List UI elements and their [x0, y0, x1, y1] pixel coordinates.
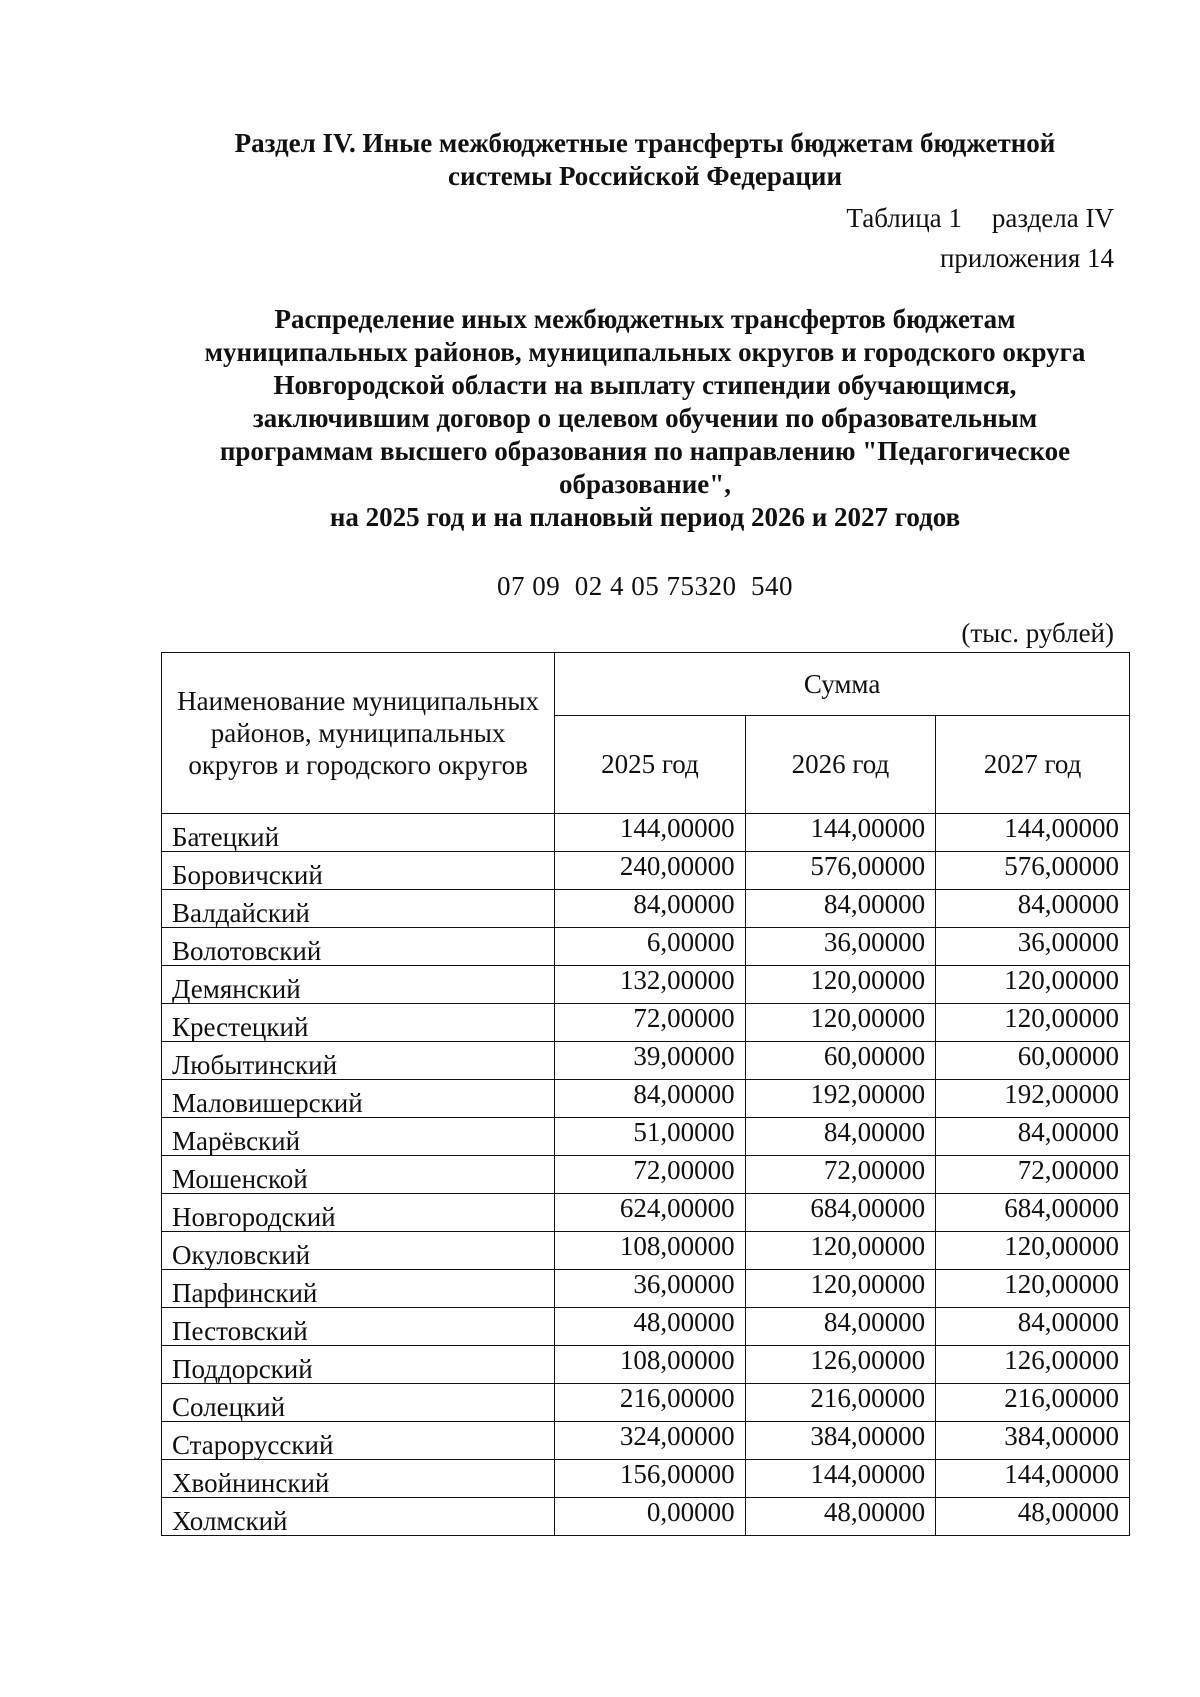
table-row	[162, 1232, 1130, 1270]
amount-2025: 144,00000	[555, 814, 745, 852]
header-year-2025: 2025 год	[555, 716, 745, 814]
amount-2026: 144,00000	[745, 1460, 935, 1498]
municipality-name: Холмский	[162, 1498, 555, 1536]
amount-2026: 126,00000	[745, 1346, 935, 1384]
amount-2025: 108,00000	[555, 1232, 745, 1270]
table-row	[162, 814, 1130, 852]
amount-2025: 48,00000	[555, 1308, 745, 1346]
amount-2027: 126,00000	[936, 1346, 1130, 1384]
amount-2025: 36,00000	[555, 1270, 745, 1308]
amount-2027: 84,00000	[936, 1118, 1130, 1156]
amount-2025: 156,00000	[555, 1460, 745, 1498]
municipality-name: Маловишерский	[162, 1080, 555, 1118]
amount-2026: 576,00000	[745, 852, 935, 890]
amount-2025: 0,00000	[555, 1498, 745, 1536]
amount-2026: 120,00000	[745, 966, 935, 1004]
table-row	[162, 1042, 1130, 1080]
amount-2025: 84,00000	[555, 1080, 745, 1118]
municipality-name: Мошенской	[162, 1156, 555, 1194]
table-row	[162, 1346, 1130, 1384]
amount-2025: 6,00000	[555, 928, 745, 966]
amount-2026: 684,00000	[745, 1194, 935, 1232]
table-row	[162, 1270, 1130, 1308]
amount-2026: 84,00000	[745, 890, 935, 928]
amount-2025: 240,00000	[555, 852, 745, 890]
amount-2026: 60,00000	[745, 1042, 935, 1080]
section-title-line: Раздел IV. Иные межбюджетные трансферты бюджетам бюджетной	[234, 128, 1056, 158]
table-row	[162, 1194, 1130, 1232]
transfers-table	[161, 652, 1130, 1536]
amount-2026: 84,00000	[745, 1118, 935, 1156]
amount-2026: 48,00000	[745, 1498, 935, 1536]
municipality-name: Батецкий	[162, 814, 555, 852]
amount-2026: 36,00000	[745, 928, 935, 966]
municipality-name: Окуловский	[162, 1232, 555, 1270]
table-reference	[846, 198, 1114, 278]
amount-2027: 684,00000	[936, 1194, 1130, 1232]
amount-2027: 84,00000	[936, 890, 1130, 928]
municipality-name: Крестецкий	[162, 1004, 555, 1042]
table-number: Таблица 1	[846, 203, 962, 233]
amount-2027: 60,00000	[936, 1042, 1130, 1080]
amount-2027: 144,00000	[936, 1460, 1130, 1498]
amount-2027: 192,00000	[936, 1080, 1130, 1118]
amount-2026: 120,00000	[745, 1270, 935, 1308]
municipality-name: Поддорский	[162, 1346, 555, 1384]
table-row	[162, 928, 1130, 966]
amount-2026: 144,00000	[745, 814, 935, 852]
document-title	[150, 303, 1140, 534]
municipality-name: Любытинский	[162, 1042, 555, 1080]
table-row	[162, 852, 1130, 890]
appendix-reference: приложения 14	[939, 243, 1114, 273]
municipality-name: Демянский	[162, 966, 555, 1004]
municipality-name: Парфинский	[162, 1270, 555, 1308]
amount-2025: 84,00000	[555, 890, 745, 928]
amount-2027: 120,00000	[936, 1270, 1130, 1308]
header-municipality: Наименование муниципальных районов, муниципальных округов и городского округов	[162, 653, 555, 814]
table-row	[162, 966, 1130, 1004]
amount-2027: 36,00000	[936, 928, 1130, 966]
amount-2025: 324,00000	[555, 1422, 745, 1460]
table-row	[162, 1080, 1130, 1118]
amount-2025: 72,00000	[555, 1156, 745, 1194]
amount-2026: 192,00000	[745, 1080, 935, 1118]
table-row	[162, 890, 1130, 928]
section-reference: раздела IV	[991, 203, 1114, 233]
amount-2027: 84,00000	[936, 1308, 1130, 1346]
amount-2025: 51,00000	[555, 1118, 745, 1156]
title-line: образование",	[559, 469, 731, 499]
table-row	[162, 1004, 1130, 1042]
amount-2026: 72,00000	[745, 1156, 935, 1194]
amount-2025: 216,00000	[555, 1384, 745, 1422]
municipality-name: Хвойнинский	[162, 1460, 555, 1498]
title-line: на 2025 год и на плановый период 2026 и 2027 годов	[329, 502, 961, 532]
amount-2027: 120,00000	[936, 966, 1130, 1004]
amount-2026: 120,00000	[745, 1004, 935, 1042]
amount-2027: 144,00000	[936, 814, 1130, 852]
amount-2025: 108,00000	[555, 1346, 745, 1384]
municipality-name: Старорусский	[162, 1422, 555, 1460]
table-row	[162, 1118, 1130, 1156]
section-title	[160, 127, 1130, 193]
header-year-2027: 2027 год	[936, 716, 1130, 814]
municipality-name: Новгородский	[162, 1194, 555, 1232]
table-row	[162, 1384, 1130, 1422]
amount-2026: 84,00000	[745, 1308, 935, 1346]
header-sum: Сумма	[555, 653, 1130, 716]
amount-2026: 384,00000	[745, 1422, 935, 1460]
table-row	[162, 1460, 1130, 1498]
amount-2027: 72,00000	[936, 1156, 1130, 1194]
section-title-line: системы Российской Федерации	[447, 161, 843, 191]
municipality-name: Пестовский	[162, 1308, 555, 1346]
budget-classification-code: 07 09 02 4 05 75320 540	[497, 571, 793, 601]
title-line: программам высшего образования по направлению "Педагогическое	[219, 436, 1071, 466]
amount-2025: 132,00000	[555, 966, 745, 1004]
amount-2027: 120,00000	[936, 1004, 1130, 1042]
municipality-name: Валдайский	[162, 890, 555, 928]
title-line: Новгородской области на выплату стипендии обучающимся,	[273, 370, 1017, 400]
amount-2025: 624,00000	[555, 1194, 745, 1232]
municipality-name: Боровичский	[162, 852, 555, 890]
amount-2025: 72,00000	[555, 1004, 745, 1042]
amount-2027: 576,00000	[936, 852, 1130, 890]
amount-2025: 39,00000	[555, 1042, 745, 1080]
municipality-name: Марёвский	[162, 1118, 555, 1156]
amount-2027: 120,00000	[936, 1232, 1130, 1270]
amount-2027: 216,00000	[936, 1384, 1130, 1422]
header-year-2026: 2026 год	[745, 716, 935, 814]
table-body	[162, 814, 1130, 1536]
title-line: заключившим договор о целевом обучении по образовательным	[252, 403, 1038, 433]
amount-2026: 120,00000	[745, 1232, 935, 1270]
table-row	[162, 1422, 1130, 1460]
amount-2026: 216,00000	[745, 1384, 935, 1422]
amount-2027: 48,00000	[936, 1498, 1130, 1536]
table-row	[162, 1308, 1130, 1346]
municipality-name: Волотовский	[162, 928, 555, 966]
municipality-name: Солецкий	[162, 1384, 555, 1422]
amount-2027: 384,00000	[936, 1422, 1130, 1460]
table-row	[162, 1156, 1130, 1194]
table-row	[162, 1498, 1130, 1536]
units-label: (тыс. рублей)	[961, 618, 1114, 648]
title-line: Распределение иных межбюджетных трансфертов бюджетам	[274, 304, 1016, 334]
title-line: муниципальных районов, муниципальных округов и городского округа	[204, 337, 1086, 367]
